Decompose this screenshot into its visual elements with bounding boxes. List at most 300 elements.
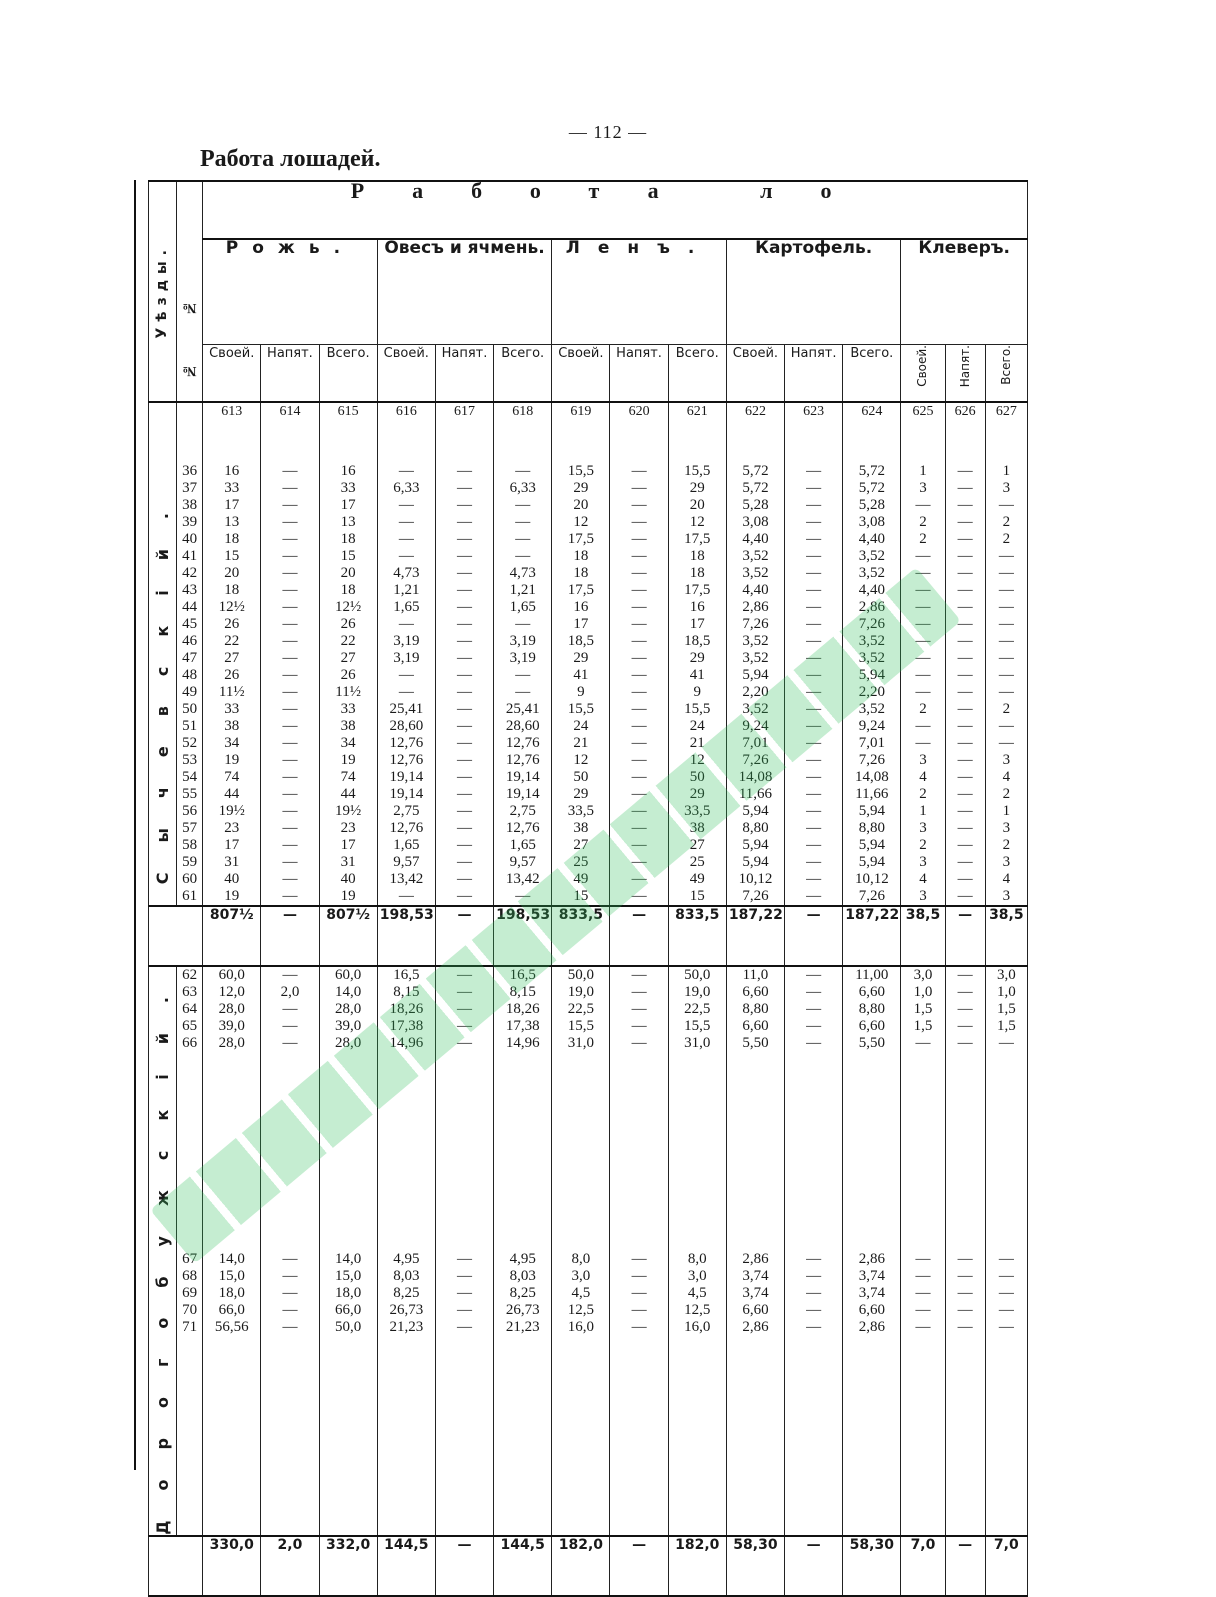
value-cell: 19½ [218, 803, 245, 819]
value-column [552, 1251, 610, 1536]
value-cell: 9,24 [742, 718, 769, 734]
value-cell: — [915, 684, 931, 700]
value-cell: 56,56 [214, 1318, 249, 1335]
subheader-cell [319, 345, 377, 403]
total-cell: 182,0 [552, 1536, 610, 1596]
total-cell: 807½ [319, 906, 377, 966]
value-cell: 50,0 [684, 967, 711, 983]
value-cell: 5,28 [858, 497, 885, 513]
value-cell: — [998, 1318, 1014, 1335]
value-cell: — [631, 803, 647, 819]
value-cell: 20 [340, 565, 356, 581]
gutter-rule [134, 180, 136, 1470]
value-cell: — [915, 497, 931, 513]
value-cell: — [631, 1035, 647, 1051]
value-cell: 24 [573, 718, 589, 734]
value-cell: 18 [689, 548, 705, 564]
value-cell: — [457, 967, 472, 983]
value-cell: — [957, 1284, 973, 1301]
value-cell: — [282, 786, 298, 802]
value-cell: — [282, 684, 298, 700]
total-cell: 187,22 [843, 906, 901, 966]
value-cell: 4,40 [858, 531, 885, 547]
value-cell: — [457, 1250, 472, 1267]
value-cell: — [631, 967, 647, 983]
value-cell: — [998, 582, 1014, 598]
value-cell: — [515, 616, 531, 632]
value-cell: — [457, 548, 472, 564]
value-cell: — [631, 650, 647, 666]
value-column [319, 463, 377, 548]
value-cell: — [806, 837, 822, 853]
row-number: 43 [182, 582, 198, 598]
value-cell: 21,23 [505, 1318, 540, 1335]
value-cell: 9 [693, 684, 701, 700]
value-cell: — [806, 1018, 822, 1034]
crop-potato: Картофель. [726, 239, 901, 345]
value-column [785, 803, 843, 906]
row-number: 38 [182, 497, 198, 513]
value-cell: 16,5 [393, 967, 420, 983]
row-number: 65 [182, 1018, 198, 1034]
value-cell: 19 [224, 752, 240, 768]
value-cell: 28,0 [218, 1035, 245, 1051]
value-cell: 12 [573, 514, 589, 530]
column-code: 618 [494, 402, 552, 463]
value-cell: 3 [919, 854, 927, 870]
value-column [494, 548, 552, 633]
value-cell: — [957, 735, 973, 751]
value-cell: 26 [340, 667, 356, 683]
value-cell: — [915, 650, 931, 666]
value-cell: — [915, 582, 931, 598]
value-cell: — [957, 599, 973, 615]
value-cell: 10,12 [854, 871, 889, 887]
value-column [435, 1251, 493, 1536]
column-code: 626 [945, 402, 985, 463]
value-cell: 2 [1002, 701, 1011, 717]
value-cell: 19,0 [567, 984, 594, 1000]
row-number: 47 [182, 650, 198, 666]
value-cell: 20 [573, 497, 589, 513]
code-spacer [149, 402, 177, 463]
value-cell: — [457, 837, 472, 853]
value-cell: 18,0 [218, 1284, 245, 1301]
value-cell: — [806, 1284, 822, 1301]
value-column [901, 966, 945, 1251]
value-cell: 27 [340, 650, 356, 666]
value-cell: — [915, 1301, 931, 1318]
value-cell: — [957, 684, 973, 700]
value-cell: — [631, 514, 647, 530]
value-cell: — [998, 684, 1014, 700]
value-cell: — [998, 497, 1014, 513]
value-cell: — [631, 1001, 647, 1017]
value-cell: 17,5 [567, 531, 594, 547]
value-cell: 3 [1002, 888, 1011, 904]
value-cell: — [282, 803, 298, 819]
value-cell: — [282, 1284, 298, 1301]
value-cell: 19,14 [505, 769, 540, 785]
value-column [945, 803, 985, 906]
value-cell: 5,94 [742, 837, 769, 853]
value-cell: 2,86 [742, 1250, 769, 1267]
total-cell: 7,0 [985, 1536, 1027, 1596]
subheader-label: Всего. [675, 346, 719, 361]
value-cell: 6,60 [858, 1018, 885, 1034]
value-cell: — [915, 718, 931, 734]
value-cell: 17 [224, 497, 240, 513]
value-cell: 38 [573, 820, 589, 836]
value-cell: 2,75 [509, 803, 536, 819]
value-cell: — [957, 752, 973, 768]
value-cell: 26 [340, 616, 356, 632]
value-cell: 31,0 [567, 1035, 594, 1051]
value-column [726, 966, 784, 1251]
value-cell: — [806, 1035, 822, 1051]
value-cell: 29 [573, 786, 589, 802]
subheader-label: Своей. [383, 346, 429, 361]
value-cell: 1 [1002, 803, 1011, 819]
value-cell: — [631, 735, 647, 751]
value-cell: — [998, 616, 1014, 632]
value-cell: 8,80 [742, 820, 769, 836]
value-cell: — [957, 1035, 973, 1051]
value-cell: 74 [224, 769, 240, 785]
value-cell: 8,80 [858, 820, 885, 836]
value-column [668, 463, 726, 548]
value-cell: 31 [224, 854, 240, 870]
subheader-cell [785, 345, 843, 403]
value-cell: 19 [224, 888, 240, 904]
column-code: 613 [203, 402, 261, 463]
value-cell: 33 [224, 480, 240, 496]
value-cell: — [631, 684, 647, 700]
value-cell: 1,5 [913, 1018, 933, 1034]
value-column [435, 548, 493, 633]
value-cell: — [998, 1301, 1014, 1318]
value-column [843, 718, 901, 803]
value-cell: — [631, 667, 647, 683]
value-cell: — [282, 752, 298, 768]
value-cell: — [631, 565, 647, 581]
value-cell: — [806, 599, 822, 615]
value-cell: — [998, 1250, 1014, 1267]
value-cell: 12,76 [505, 820, 540, 836]
value-cell: 14,08 [738, 769, 773, 785]
value-cell: 74 [340, 769, 356, 785]
page-title: Работа лошадей. [200, 146, 381, 172]
value-cell: 18,0 [335, 1284, 362, 1301]
value-cell: 11,66 [738, 786, 773, 802]
value-cell: — [806, 701, 822, 717]
value-cell: 8,80 [742, 1001, 769, 1017]
value-cell: 49 [573, 871, 589, 887]
value-cell: 3,52 [742, 565, 769, 581]
value-column [985, 803, 1027, 906]
value-cell: — [631, 984, 647, 1000]
value-cell: 6,60 [742, 984, 769, 1000]
value-cell: 15,0 [335, 1267, 362, 1284]
value-cell: — [957, 769, 973, 785]
column-code: 615 [319, 402, 377, 463]
value-cell: 28,0 [218, 1001, 245, 1017]
value-cell: — [806, 769, 822, 785]
value-cell: 3,52 [858, 701, 885, 717]
total-row [149, 1536, 1028, 1596]
value-cell: — [957, 480, 973, 496]
value-cell: — [282, 1267, 298, 1284]
row-number: 45 [182, 616, 198, 632]
value-cell: — [282, 480, 298, 496]
value-cell: — [282, 701, 298, 717]
subheader-label: Напят. [616, 346, 662, 361]
value-cell: — [457, 871, 472, 887]
value-cell: 5,94 [742, 803, 769, 819]
value-column [843, 966, 901, 1251]
column-code: 616 [377, 402, 435, 463]
value-cell: 11½ [218, 684, 245, 700]
subheader-cell [843, 345, 901, 403]
value-cell: 19 [340, 888, 356, 904]
value-cell: 16 [224, 463, 240, 479]
row-number: 53 [182, 752, 198, 768]
row-number: 67 [182, 1250, 198, 1267]
value-cell: — [631, 786, 647, 802]
value-cell: — [806, 531, 822, 547]
value-cell: — [631, 616, 647, 632]
subheader-label: Своей. [558, 346, 604, 361]
value-cell: — [457, 480, 472, 496]
value-cell: 2 [919, 514, 927, 530]
value-column [552, 548, 610, 633]
value-cell: — [457, 701, 472, 717]
value-cell: 17,38 [505, 1018, 540, 1034]
value-cell: — [915, 633, 931, 649]
value-cell: — [631, 752, 647, 768]
value-cell: 3,0 [687, 1267, 707, 1284]
value-column [203, 633, 261, 718]
value-cell: 19,14 [389, 786, 424, 802]
value-cell: — [457, 1001, 472, 1017]
value-cell: 3,52 [858, 633, 885, 649]
value-cell: — [457, 667, 472, 683]
row-number: 60 [182, 871, 198, 887]
value-column [552, 633, 610, 718]
subheader-cell [377, 345, 435, 403]
value-column [785, 548, 843, 633]
value-cell: 18,5 [684, 633, 711, 649]
value-column [945, 966, 985, 1251]
value-column [203, 803, 261, 906]
value-cell: — [457, 1301, 472, 1318]
value-column [552, 718, 610, 803]
total-cell: — [435, 906, 493, 966]
value-cell: — [631, 837, 647, 853]
value-cell: — [398, 888, 414, 904]
row-number: 59 [182, 854, 198, 870]
value-cell: — [957, 786, 973, 802]
value-cell: 28,0 [335, 1035, 362, 1051]
value-cell: 14,96 [389, 1035, 424, 1051]
value-cell: 8,0 [571, 1250, 591, 1267]
value-cell: — [957, 531, 973, 547]
value-cell: — [457, 769, 472, 785]
row-number: 40 [182, 531, 198, 547]
total-cell: — [785, 906, 843, 966]
value-cell: — [957, 701, 973, 717]
value-cell: 7,26 [742, 616, 769, 632]
value-cell: — [457, 1318, 472, 1335]
value-cell: 17,5 [684, 582, 711, 598]
value-cell: — [957, 463, 973, 479]
value-cell: — [915, 1250, 931, 1267]
value-cell: 38 [340, 718, 356, 734]
total-cell: 198,53 [377, 906, 435, 966]
value-cell: 2 [1002, 786, 1011, 802]
value-column [785, 463, 843, 548]
value-cell: 1,5 [996, 1001, 1016, 1017]
value-column [985, 1251, 1027, 1536]
value-cell: 3 [919, 752, 927, 768]
value-column [552, 463, 610, 548]
value-cell: 15 [340, 548, 356, 564]
value-cell: 10,12 [738, 871, 773, 887]
value-cell: — [806, 888, 822, 904]
value-cell: 23 [340, 820, 356, 836]
value-cell: — [957, 1250, 973, 1267]
total-spacer [149, 1536, 203, 1596]
value-cell: 18,26 [505, 1001, 540, 1017]
total-spacer [149, 906, 203, 966]
value-cell: 25,41 [389, 701, 424, 717]
value-cell: — [515, 548, 531, 564]
value-cell: 7,26 [742, 888, 769, 904]
value-cell: — [631, 888, 647, 904]
value-cell: 14,0 [218, 1250, 245, 1267]
subheader-cell [901, 345, 945, 403]
value-column [261, 718, 319, 803]
value-cell: 17,38 [389, 1018, 424, 1034]
value-column [668, 633, 726, 718]
value-cell: — [806, 803, 822, 819]
value-cell: — [998, 599, 1014, 615]
value-cell: 1,65 [509, 599, 536, 615]
value-cell: 1 [1002, 463, 1011, 479]
value-cell: 22,5 [567, 1001, 594, 1017]
value-column [726, 803, 784, 906]
value-cell: — [631, 1018, 647, 1034]
value-cell: 16,0 [684, 1318, 711, 1335]
value-cell: 18 [224, 531, 240, 547]
value-cell: — [282, 1035, 298, 1051]
row-number: 55 [182, 786, 198, 802]
column-code: 620 [610, 402, 668, 463]
subheader-cell [435, 345, 493, 403]
value-cell: 13 [340, 514, 356, 530]
value-cell: 3,19 [509, 650, 536, 666]
value-cell: 17 [340, 497, 356, 513]
value-cell: — [457, 1018, 472, 1034]
crop-oats: Овесъ и ячмень. [377, 239, 552, 345]
value-cell: 6,33 [509, 480, 536, 496]
row-number: 42 [182, 565, 198, 581]
value-cell: 27 [689, 837, 705, 853]
value-column [726, 1251, 784, 1536]
value-cell: 7,26 [858, 752, 885, 768]
value-column [668, 548, 726, 633]
total-cell: 38,5 [985, 906, 1027, 966]
subheader-label: Всего. [850, 346, 894, 361]
column-code: 621 [668, 402, 726, 463]
value-cell: 44 [340, 786, 356, 802]
value-cell: 39,0 [218, 1018, 245, 1034]
column-code: 624 [843, 402, 901, 463]
value-cell: 9,24 [858, 718, 885, 734]
value-column [377, 718, 435, 803]
value-cell: — [457, 1284, 472, 1301]
value-column [494, 1251, 552, 1536]
value-cell: — [806, 650, 822, 666]
value-cell: 4,73 [509, 565, 536, 581]
uezd-name-cell [149, 463, 177, 906]
total-cell: 58,30 [843, 1536, 901, 1596]
column-code: 625 [901, 402, 945, 463]
subheader-label: Своей. [915, 345, 930, 387]
subheader-label: Напят. [790, 346, 837, 361]
value-column [610, 633, 668, 718]
value-column [203, 1251, 261, 1536]
value-cell: — [457, 616, 472, 632]
total-cell: 198,53 [494, 906, 552, 966]
value-cell: 4 [919, 871, 927, 887]
total-cell: 807½ [203, 906, 261, 966]
value-cell: 8,15 [393, 984, 420, 1000]
value-cell: — [282, 735, 298, 751]
row-numbers [177, 463, 203, 548]
value-cell: — [806, 967, 822, 983]
value-cell: — [282, 1250, 298, 1267]
value-cell: 1,65 [509, 837, 536, 853]
value-cell: 16,5 [509, 967, 536, 983]
value-column [377, 463, 435, 548]
value-cell: — [398, 548, 414, 564]
total-cell: — [610, 906, 668, 966]
uezd-header [149, 181, 177, 402]
row-number: 37 [182, 480, 198, 496]
value-cell: — [806, 786, 822, 802]
value-cell: 7,01 [742, 735, 769, 751]
value-cell: 15,5 [684, 463, 711, 479]
value-column [261, 463, 319, 548]
value-cell: — [915, 1035, 931, 1051]
value-cell: 3 [1002, 480, 1011, 496]
value-cell: 2,0 [280, 984, 300, 1000]
value-cell: — [998, 1267, 1014, 1284]
value-cell: 1 [919, 463, 927, 479]
value-cell: 40 [224, 871, 240, 887]
value-cell: — [957, 967, 973, 983]
value-cell: — [915, 1284, 931, 1301]
value-cell: — [806, 1250, 822, 1267]
row-number: 50 [182, 701, 198, 717]
value-cell: 49 [689, 871, 705, 887]
value-cell: — [282, 531, 298, 547]
value-cell: 1,21 [393, 582, 420, 598]
value-cell: 18 [689, 565, 705, 581]
value-cell: 5,94 [858, 803, 885, 819]
value-cell: — [398, 684, 414, 700]
